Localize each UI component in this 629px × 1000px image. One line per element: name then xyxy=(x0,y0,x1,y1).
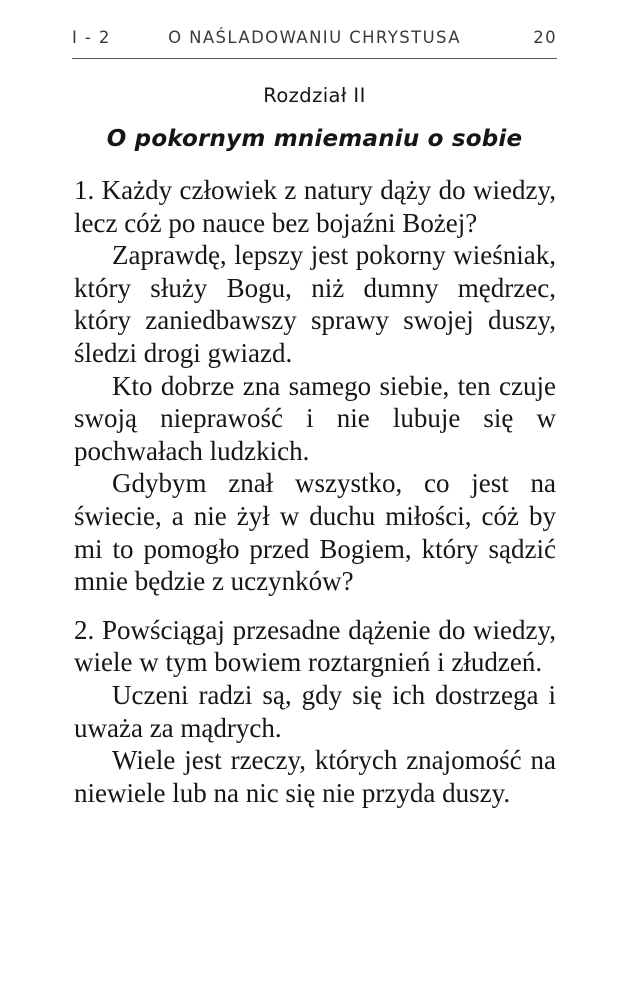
running-header xyxy=(72,26,557,52)
paragraph: 2. Powściągaj przesadne dążenie do wiedzy, wiele w tym bowiem roztargnień i złudzeń. xyxy=(74,614,556,678)
paragraph: Uczeni radzi są, gdy się ich dostrzega i uważa za mądrych. xyxy=(74,679,556,743)
paragraph: 1. Każdy człowiek z natury dąży do wiedzy, lecz cóż po nauce bez bojaźni Bożej? xyxy=(74,175,556,238)
paragraph: Gdybym znał wszystko, co jest na świecie, a nie żył w duchu miłości, cóż by mi to pomogło przed Bogiem, który sądzić mnie będzie z uczynków? xyxy=(74,468,556,597)
chapter-label: Rozdział II xyxy=(263,84,366,107)
paragraph: Wiele jest rzeczy, których znajomość na niewiele lub na nic się nie przyda duszy. xyxy=(74,745,556,808)
paragraph: Kto dobrze zna samego siebie, ten czuje swoją nieprawość i nie lubuje się w pochwałach ludzkich. xyxy=(74,370,556,466)
header-rule xyxy=(72,58,557,59)
paragraph: Zaprawdę, lepszy jest pokorny wieśniak, który służy Bogu, niż dumny mędrzec, który zaniedbawszy sprawy swojej duszy, śledzi drogi gwiazd. xyxy=(74,240,556,368)
section-2 xyxy=(74,614,556,810)
chapter-body xyxy=(74,174,556,809)
chapter-title: O pokornym mniemaniu o sobie xyxy=(106,126,523,152)
section-1 xyxy=(74,174,556,598)
page-number: 20 xyxy=(533,28,557,47)
section-number: I - 2 xyxy=(72,28,111,47)
book-title: O NAŚLADOWANIU CHRYSTUSA xyxy=(168,28,461,47)
